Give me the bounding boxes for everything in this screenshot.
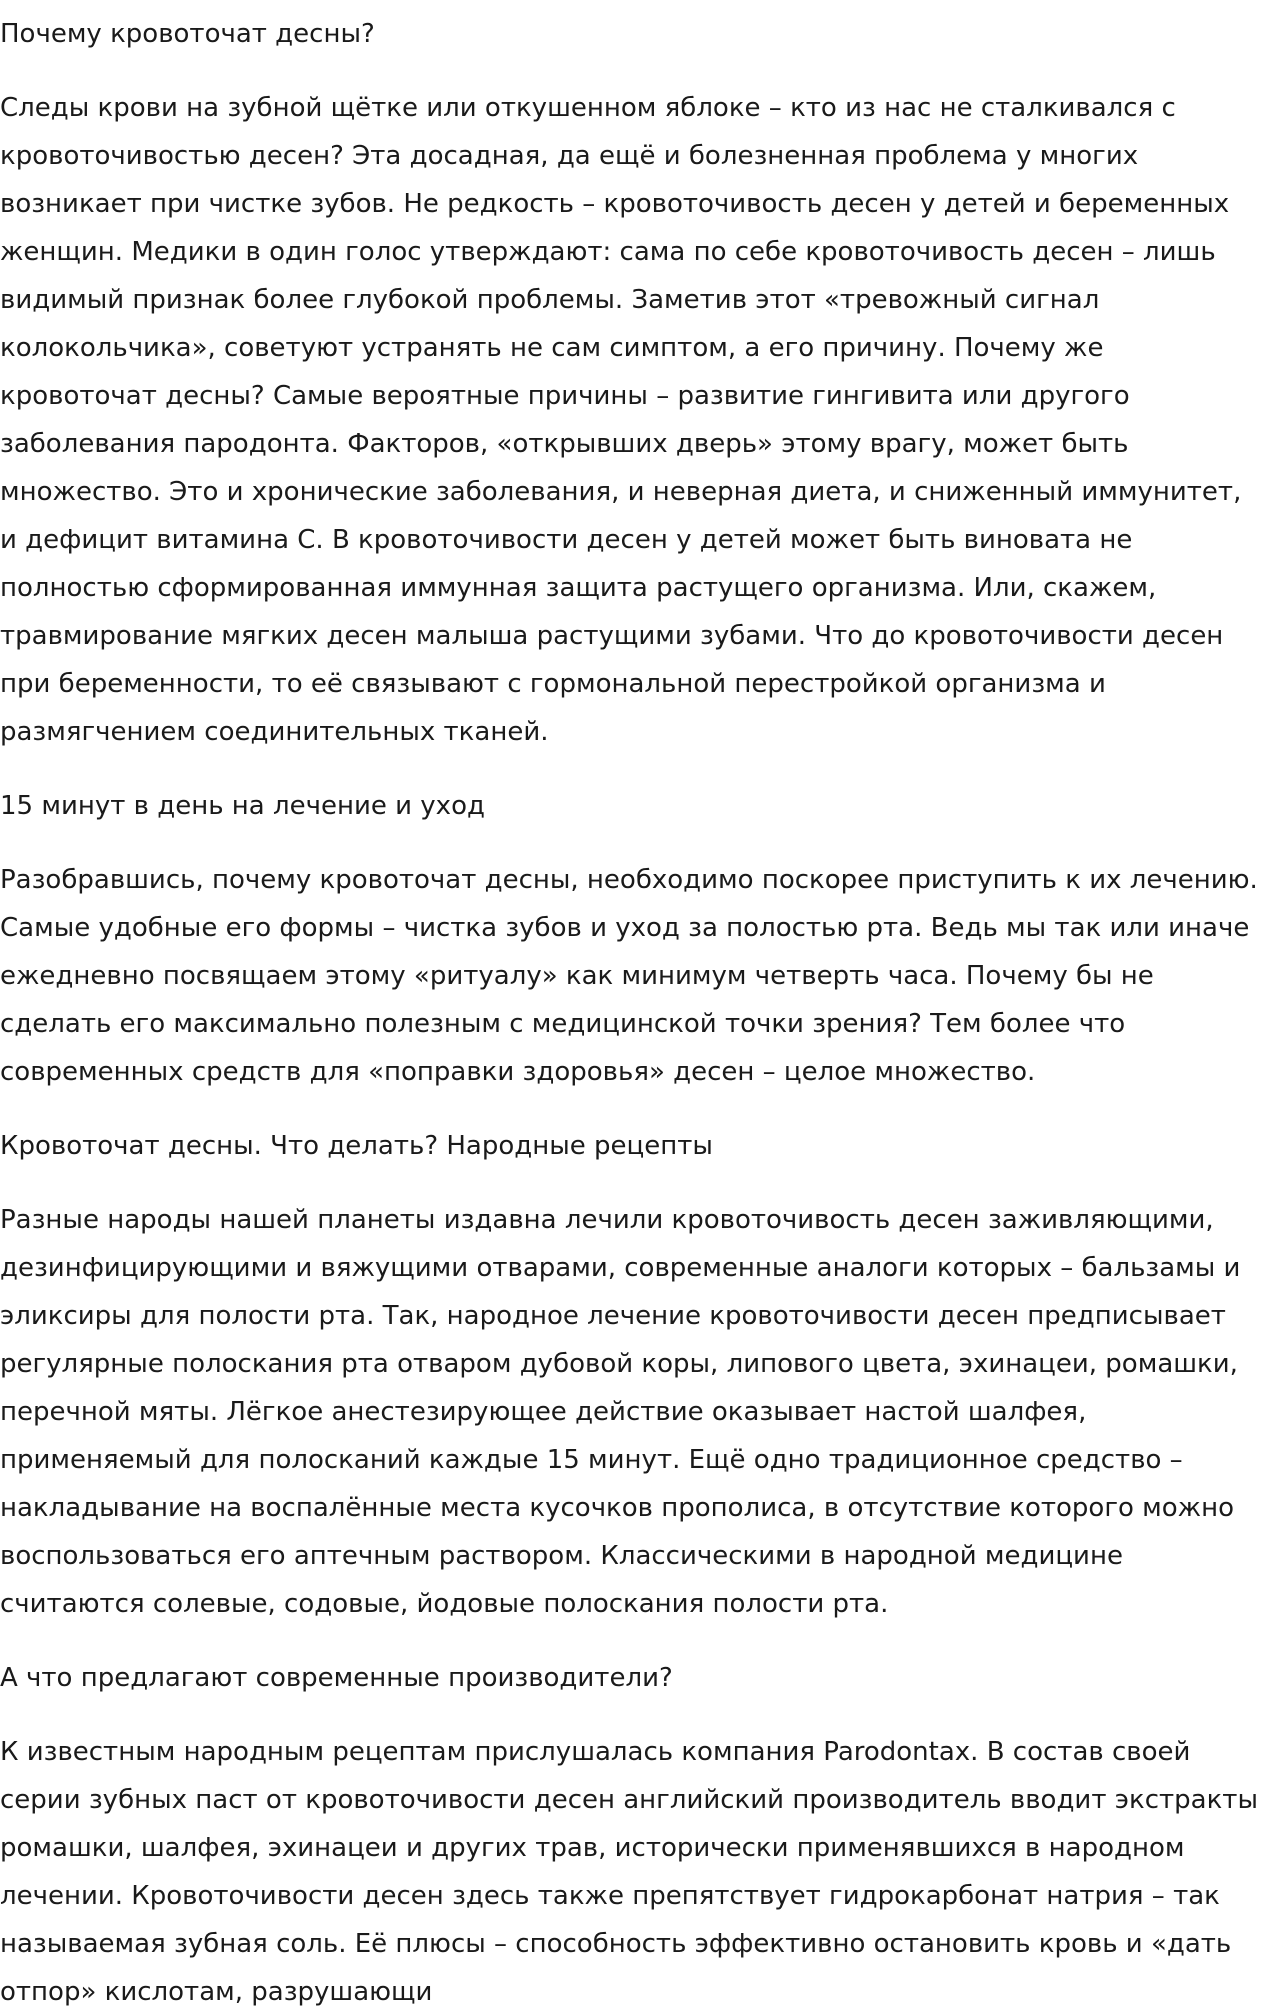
paragraph-parodontax: К известным народным рецептам прислушалась компания Parodontax. В состав своей серии зубных паст от кровоточивости десен английский производитель вводит экстракты ромашки, шалфея, эхинацеи и других трав, исторически применявшихся в народном лечении. Кровоточивости десен здесь также препятствует гидрокарбонат натрия – так называемая зубная соль. Её плюсы – способность эффективно остановить кровь и «дать отпор» кислотам, разрушающи (0, 1737, 1258, 2007)
spacer (0, 1702, 1266, 1728)
paragraph-treatment: Разобравшись, почему кровоточат десны, необходимо поскорее приступить к их лечению. Самые удобные его формы – чистка зубов и уход за полостью рта. Ведь мы так или иначе ежедневно посвящаем этому «ритуалу» как минимум четверть часа. Почему бы не сделать его максимально полезным с медицинской точки зрения? Тем более что современных средств для «поправки здоровья» десен – целое множество. (0, 865, 1258, 1087)
paragraph-causes: Следы крови на зубной щётке или откушенном яблоке – кто из нас не сталкивался с кровоточивостью десен? Эта досадная, да ещё и болезненная проблема у многих возникает при чистке зубов. Не редкость – кровоточивость десен у детей и беременных женщин. Медики в один голос утверждают: сама по себе кровоточивость десен – лишь видимый признак более глубокой проблемы. Заметив этот «тревожный сигнал колокольчика», советуют устранять не сам симптом, а его причину. Почему же кровоточат десны? Самые вероятные причины – развитие гингивита или другого заболевания пародонта. Факторов, «открывших дверь» этому врагу, может быть множество. Это и хронические заболевания, и неверная диета, и сниженный иммунитет, и дефицит витамина С. В кровоточивости десен у детей может быть виновата не полностью сформированная иммунная защита растущего организма. Или, скажем, травмирование мягких десен малыша растущими зубами. Что до кровоточивости десен при беременности, то её связывают с гормональной перестройкой организма и размягчением соединительных тканей. (0, 93, 1242, 747)
spacer (0, 1628, 1266, 1654)
spacer (0, 1170, 1266, 1196)
heading-folk-recipes: Кровоточат десны. Что делать? Народные рецепты (0, 1131, 713, 1161)
spacer (0, 756, 1266, 782)
heading-modern-manufacturers: А что предлагают современные производители? (0, 1663, 673, 1693)
spacer (0, 830, 1266, 856)
heading-why-gums-bleed: Почему кровоточат десны? (0, 19, 375, 49)
spacer (0, 1096, 1266, 1122)
paragraph-folk-remedies: Разные народы нашей планеты издавна лечили кровоточивость десен заживляющими, дезинфицирующими и вяжущими отварами, современные аналоги которых – бальзамы и эликсиры для полости рта. Так, народное лечение кровоточивости десен предписывает регулярные полоскания рта отваром дубовой коры, липового цвета, эхинацеи, ромашки, перечной мяты. Лёгкое анестезирующее действие оказывает настой шалфея, применяемый для полосканий каждые 15 минут. Ещё одно традиционное средство – накладывание на воспалённые места кусочков прополиса, в отсутствие которого можно воспользоваться его аптечным раствором. Классическими в народной медицине считаются солевые, содовые, йодовые полоскания полости рта. (0, 1205, 1241, 1619)
heading-15-minutes: 15 минут в день на лечение и уход (0, 791, 485, 821)
spacer (0, 58, 1266, 84)
